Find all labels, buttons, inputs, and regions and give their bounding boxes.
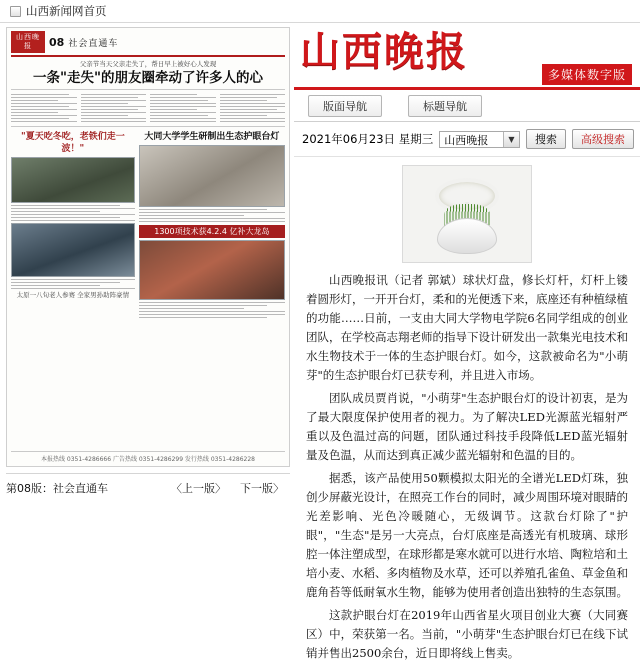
site-logo[interactable]: 山西晚报 xyxy=(300,28,468,75)
newspaper-flag: 山西晚报 xyxy=(11,31,45,53)
newspaper-columns-mid xyxy=(11,129,285,320)
advanced-search-button[interactable]: 高级搜索 xyxy=(572,129,634,149)
page-nav-links xyxy=(171,480,290,496)
newspaper-kicker: 父亲节当天父亲走失了，帮日早上被好心人发现 xyxy=(79,60,217,68)
search-button[interactable]: 搜索 xyxy=(526,129,566,149)
text-block xyxy=(220,94,286,122)
article-panel xyxy=(294,23,640,660)
newspaper-photo xyxy=(11,157,135,203)
issue-date-label: 2021年06月23日 星期三 xyxy=(302,132,434,146)
current-page-label: 第08版：社会直通车 xyxy=(6,482,108,495)
page-navigation-footer xyxy=(6,473,290,496)
tab-page-navigation[interactable]: 版面导航 xyxy=(308,95,382,117)
paper-select[interactable] xyxy=(439,131,520,148)
newspaper-column xyxy=(220,92,286,124)
product-photo[interactable] xyxy=(402,165,532,263)
next-page-link[interactable]: 下一版〉 xyxy=(240,482,284,495)
text-block xyxy=(150,94,216,122)
article-paragraph: 团队成员贾肖说，"小萌芽"生态护眼台灯的设计初衷，是为了最大限度保护使用者的视力。为了解决LED光源蓝光辐射严重以及色温过高的问题，团队通过科技手段降低LED蓝光辐射量及色温，从而达到真正减少蓝光辐射和色温的目的。 xyxy=(306,391,628,462)
text-block xyxy=(11,205,135,221)
navigation-tabs xyxy=(294,90,640,122)
newspaper-subheadline-1[interactable]: "夏天吃冬吃，老铁们走一波！" xyxy=(21,132,125,154)
newspaper-photo-caption: 太原一八旬老人参赛 全家男孙助阵豪情 xyxy=(16,291,130,299)
top-navigation-bar xyxy=(0,0,640,23)
prev-page-link[interactable]: 〈上一版〉 xyxy=(171,482,226,495)
main-layout xyxy=(0,23,640,660)
newspaper-header xyxy=(11,31,285,57)
newspaper-headline[interactable]: 一条"走失"的朋友圈牵动了许多人的心 xyxy=(32,70,264,86)
newspaper-column xyxy=(150,92,216,124)
home-link[interactable] xyxy=(0,0,107,22)
newspaper-column xyxy=(11,129,135,320)
paper-select-value: 山西晚报 xyxy=(444,133,489,147)
masthead xyxy=(294,23,640,85)
search-bar xyxy=(294,122,640,157)
newspaper-column xyxy=(11,92,77,124)
newspaper-section-name: 社会直通车 xyxy=(68,38,119,49)
newspaper-page-number: 08 xyxy=(49,35,65,49)
tab-headline-navigation[interactable]: 标题导航 xyxy=(408,95,482,117)
newspaper-photo xyxy=(11,223,135,277)
newspaper-photo xyxy=(139,240,285,300)
text-block xyxy=(11,94,77,122)
newspaper-bottom-note: 本报热线 0351-4286666 广告热线 0351-4286299 发行热线 0351-4286228 xyxy=(11,451,285,463)
newspaper-column xyxy=(139,129,285,320)
lamp-base xyxy=(437,218,497,254)
text-block xyxy=(11,279,135,289)
newspaper-page-panel xyxy=(0,23,294,576)
text-block xyxy=(139,302,285,318)
divider xyxy=(11,126,285,127)
text-block xyxy=(139,209,285,222)
digital-edition-badge: 多媒体数字版 xyxy=(542,64,632,85)
newspaper-column xyxy=(81,92,147,124)
newspaper-photo xyxy=(139,145,285,207)
chevron-down-icon: ▼ xyxy=(503,132,519,147)
home-icon xyxy=(10,6,21,17)
newspaper-columns-top xyxy=(11,92,285,124)
article-paragraph: 这款护眼台灯在2019年山西省星火项目创业大赛（大同赛区）中，荣获第一名。当前，"小萌芽"生态护眼台灯已在线下试销并售出2500余台，近日即将线上售卖。 xyxy=(306,608,628,660)
text-block xyxy=(81,94,147,122)
newspaper-subheadline-2[interactable]: 大同大学学生研制出生态护眼台灯 xyxy=(144,132,280,142)
article-paragraph: 据悉，该产品使用50颗模拟太阳光的全谱光LED灯珠，独创少屏蔽光设计，在照亮工作台的同时，减少周围环境对眼睛的光差影响、光色冷暖随心，无级调节。这款台灯除了"护眼"，"生态"是另一大亮点，台灯底座是高透光有机玻璃、球形腔一体注塑成型，在球形都是寒水就可以进行水培、陶粒培和土培小麦、水稻、多肉植物及水草，还可以养殖孔雀鱼、草金鱼和鹿角苔等低耐氧水生物，能够为使用者创造出独特的生态氛围。 xyxy=(306,471,628,599)
newspaper-page-thumbnail[interactable] xyxy=(6,27,290,467)
newspaper-band-headline[interactable]: 1300项技术获4.2.4 亿补大龙岛 xyxy=(139,225,285,238)
article-body xyxy=(294,267,640,663)
article-paragraph: 山西晚报讯（记者 郭斌）球状灯盘，修长灯杆，灯杆上镂着圆形灯，一开开台灯，柔和的光便透下来，底座还有种植绿植的功能……日前，一支由大同大学物电学院6名同学组成的创业团队，在学校高志翔老师的指导下设计研发出一款集光电技术和水生物技术于一体的生态护眼台灯。如今，这款被命名为"小萌芽"的生态护眼台灯已获专利，并且进入市场。 xyxy=(306,273,628,382)
divider xyxy=(11,89,285,90)
article-figure xyxy=(294,157,640,267)
home-link-label: 山西新闻网首页 xyxy=(26,4,107,18)
